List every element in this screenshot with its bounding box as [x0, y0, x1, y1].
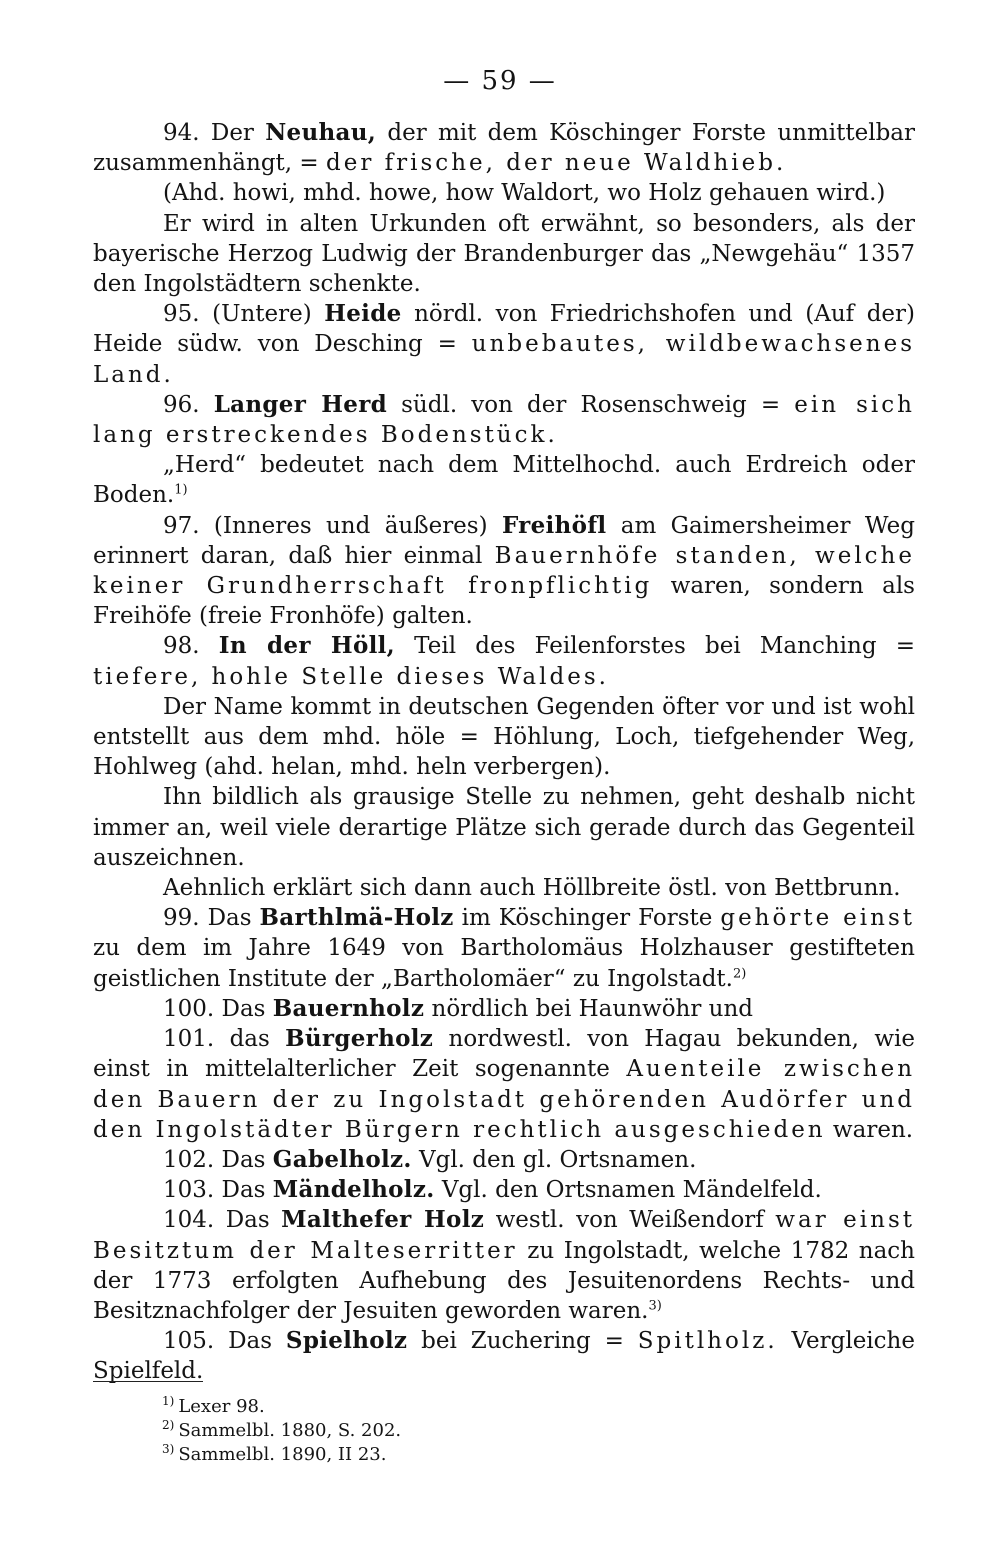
footnote-3: [162, 1443, 762, 1467]
entry-heading: Neuhau,: [265, 119, 377, 146]
entry-number: 102. Das: [163, 1146, 273, 1173]
entry-heading: Spielholz: [285, 1327, 408, 1355]
entry-heading: Heide: [324, 300, 402, 328]
entry-heading: Mändelholz.: [272, 1176, 435, 1204]
spaced-emphasis: Auenteile zwischen den Bauern der zu Ingolstadt gehörenden Audörfer und den Ingolstädter Bürgern rechtlich ausgeschieden: [93, 1056, 916, 1143]
entry-94-note: (Ahd. howi, mhd. howe, how Waldort, wo Holz gehauen wird.): [163, 180, 886, 207]
entry-text: Teil des Feilenforstes bei Manching =: [395, 633, 915, 660]
spaced-emphasis: der frische, der neue Waldhieb.: [326, 150, 787, 177]
entry-text: nordwestl. von Hagau bekunden, wie einst in mittelalterlicher Zeit sogenannte: [93, 1026, 915, 1083]
spaced-emphasis: ein sich lang erstreckendes Bodenstück.: [93, 391, 915, 449]
body-text: [93, 118, 915, 1387]
spaced-emphasis: tiefere, hohle Stelle dieses Waldes.: [93, 663, 609, 690]
footnote-reference: 2): [732, 966, 747, 982]
entry-number: 101. das: [163, 1026, 286, 1053]
entry-95: [93, 299, 915, 390]
entry-98: [93, 631, 915, 691]
footnote-1: [162, 1395, 762, 1419]
entry-text: Vgl. den gl. Ortsnamen.: [411, 1146, 697, 1173]
entry-text-tail: Vergleiche Spielfeld.: [93, 1328, 915, 1385]
entry-102: [93, 1145, 915, 1175]
spaced-emphasis: Spitlholz.: [637, 1328, 778, 1355]
entry-number: 100. Das: [163, 995, 273, 1022]
entry-text-tail: zu dem im Jahre 1649 von Bartholomäus Holzhauser gestifteten geistlichen Institute der „Bartholomäer“ zu Ingolstadt.: [93, 935, 915, 992]
entry-text: westl. von Weißendorf: [484, 1207, 776, 1234]
entry-96-note: [93, 450, 915, 510]
entry-98-remark: Ihn bildlich als grausige Stelle zu nehmen, geht deshalb nicht immer an, weil viele derartige Plätze sich gerade durch das Gegenteil auszeichnen.: [93, 784, 915, 871]
entry-heading: Gabelholz.: [272, 1145, 412, 1173]
entry-heading: Freihöfl: [501, 511, 607, 539]
footnote-reference: 1): [174, 482, 188, 498]
entry-heading: Bürgerholz: [285, 1025, 434, 1053]
entry-94: [93, 118, 915, 178]
entry-94-history: Er wird in alten Urkunden oft erwähnt, so besonders, als der bayerische Herzog Ludwig der Brandenburger das „Newgehäu“ 1357 den Ingolstädtern schenkte.: [93, 210, 915, 298]
footnote-mark: 1): [162, 1394, 175, 1408]
entry-heading: In der Höll,: [218, 632, 395, 660]
footnote-text: Sammelbl. 1890, II 23.: [178, 1444, 387, 1465]
entry-heading: Bauernholz: [272, 994, 425, 1022]
entry-heading: Barthlmä-Holz: [259, 904, 454, 932]
entry-103: [93, 1175, 915, 1205]
entry-number: 105. Das: [163, 1328, 286, 1355]
footnotes: [162, 1395, 762, 1467]
entry-98-etymology: Der Name kommt in deutschen Gegenden öfter vor und ist wohl entstellt aus dem mhd. höle = Höhlung, Loch, tiefgehender Weg, Hohlweg (ahd. helan, mhd. heln verbergen).: [93, 693, 915, 781]
entry-heading: Malthefer Holz: [281, 1206, 485, 1234]
entry-text: der mit dem Köschinger Forste unmittelbar zusammenhängt, =: [93, 120, 915, 177]
entry-text: nördl. von Friedrichshofen und (Auf der) Heide südw. von Desching =: [93, 301, 915, 358]
entry-heading: Langer Herd: [213, 390, 388, 418]
entry-number: 99. Das: [163, 905, 260, 932]
entry-number: 94. Der: [163, 120, 266, 146]
footnote-divider: [93, 1381, 203, 1382]
entry-number: 96.: [163, 391, 214, 418]
entry-text-tail: zu Ingolstadt, welche 1782 nach der 1773 erfolgten Aufhebung des Jesuitenordens Rechts- und Besitznachfolger der Jesuiten geworden waren.: [93, 1237, 915, 1324]
footnote-text: Lexer 98.: [178, 1396, 265, 1417]
entry-text: am Gaimersheimer Weg erinnert daran, daß hier einmal: [93, 512, 915, 569]
entry-text-tail: waren.: [825, 1116, 914, 1143]
footnote-text: Sammelbl. 1880, S. 202.: [178, 1420, 402, 1441]
footnote-2: [162, 1419, 762, 1443]
entry-101: [93, 1024, 915, 1145]
entry-104: [93, 1205, 915, 1326]
entry-100: [93, 994, 915, 1024]
footnote-mark: 2): [162, 1418, 175, 1432]
entry-99: [93, 903, 915, 994]
footnote-reference: 3): [648, 1298, 662, 1314]
entry-number: 104. Das: [163, 1207, 282, 1234]
page-number: — 59 —: [443, 66, 557, 96]
entry-text: Vgl. den Ortsnamen Mändelfeld.: [434, 1177, 822, 1204]
entry-text: nördlich bei Haunwöhr und: [424, 995, 754, 1022]
entry-number: 95. (Untere): [163, 301, 325, 328]
spaced-emphasis: war einst Besitztum der Malteserritter: [93, 1207, 915, 1264]
entry-text: bei Zuchering =: [407, 1328, 638, 1355]
entry-text: „Herd“ bedeutet nach dem Mittelhochd. auch Erdreich oder Boden.: [93, 452, 915, 509]
entry-number: 97. (Inneres und äußeres): [163, 512, 502, 539]
entry-105: [93, 1326, 915, 1386]
footnote-mark: 3): [162, 1442, 175, 1456]
spaced-emphasis: unbebautes, wildbewachsenes Land.: [93, 331, 916, 388]
entry-97: [93, 511, 915, 632]
entry-98-similar: Aehnlich erklärt sich dann auch Höllbreite östl. von Bettbrunn.: [163, 875, 901, 902]
entry-text: im Köschinger Forste: [453, 905, 721, 932]
spaced-emphasis: Bauernhöfe standen, welche keiner Grundherrschaft fronpflichtig: [93, 542, 915, 600]
entry-number: 103. Das: [163, 1177, 273, 1204]
entry-number: 98.: [163, 633, 219, 660]
entry-text: südl. von der Rosenschweig =: [387, 391, 795, 418]
entry-text-tail: waren, sondern als Freihöfe (freie Fronhöfe) galten.: [93, 573, 915, 630]
entry-96: [93, 390, 915, 450]
spaced-emphasis: gehörte einst: [720, 905, 915, 932]
